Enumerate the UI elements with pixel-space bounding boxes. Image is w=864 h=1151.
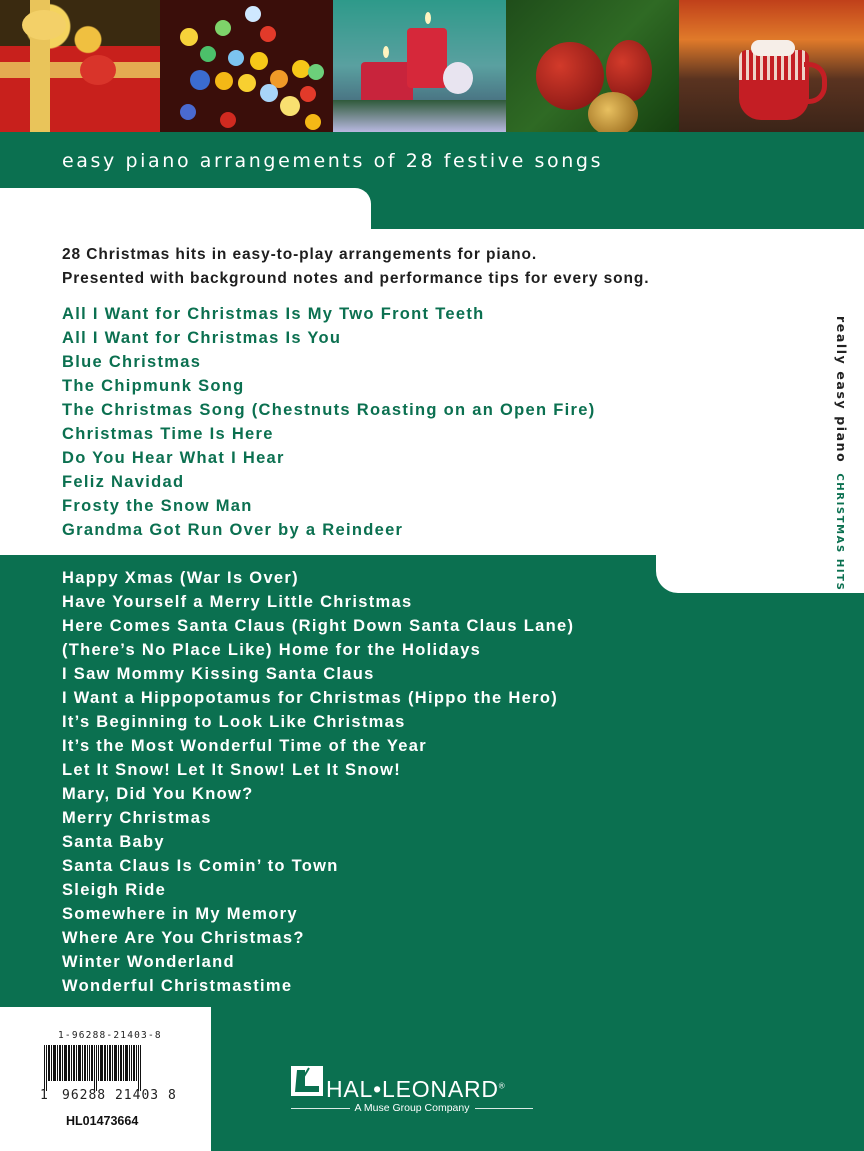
book-title: CHRISTMAS HITS [834,473,845,592]
bokeh-dot [228,50,244,66]
song-title: Christmas Time Is Here [62,425,274,443]
registered-mark: ® [498,1081,506,1091]
content-panel-top [0,188,371,229]
photo-bokeh-lights [160,0,333,132]
song-title: Here Comes Santa Claus (Right Down Santa Claus Lane) [62,617,575,635]
song-title: Do You Hear What I Hear [62,449,285,467]
song-title: All I Want for Christmas Is You [62,329,342,347]
candle-back [407,28,447,88]
bokeh-dot [200,46,216,62]
bokeh-dot [300,86,316,102]
pine-cone [443,62,473,94]
bokeh-dot [245,6,261,22]
song-title: Sleigh Ride [62,881,167,899]
song-title: Where Are You Christmas? [62,929,305,947]
song-title: Frosty the Snow Man [62,497,253,515]
intro-line-2: Presented with background notes and performance tips for every song. [62,270,650,287]
divider-line [475,1108,534,1109]
photo-strip [0,0,864,132]
photo-mug-fireplace [679,0,864,132]
photo-gift [0,0,160,132]
song-title: It’s Beginning to Look Like Christmas [62,713,406,731]
bokeh-dot [238,74,256,92]
red-mug [739,50,809,120]
hal-leonard-logo-icon [291,1066,323,1096]
bokeh-dot [215,72,233,90]
bokeh-dot [280,96,300,116]
barcode-digits: 96288 21403 [62,1088,160,1103]
publisher-subtitle-text: A Muse Group Company [354,1102,470,1114]
bokeh-dot [308,64,324,80]
song-title: All I Want for Christmas Is My Two Front Teeth [62,305,485,323]
song-title: The Chipmunk Song [62,377,245,395]
barcode-bars [44,1045,166,1091]
tagline: easy piano arrangements of 28 festive songs [62,150,604,172]
song-list-b [62,566,574,998]
song-title: Merry Christmas [62,809,212,827]
song-title: Santa Claus Is Comin’ to Town [62,857,339,875]
song-title: Let It Snow! Let It Snow! Let It Snow! [62,761,402,779]
bokeh-dot [305,114,321,130]
spine-label [833,316,852,591]
song-title: Grandma Got Run Over by a Reindeer [62,521,404,539]
song-title: Somewhere in My Memory [62,905,298,923]
publisher-name [326,1076,506,1103]
isbn-number: 1-96288-21403-8 [58,1030,162,1041]
song-title: Wonderful Christmastime [62,977,293,995]
song-title: Have Yourself a Merry Little Christmas [62,593,413,611]
bokeh-dot [190,70,210,90]
intro-line-1: 28 Christmas hits in easy-to-play arrangements for piano. [62,246,538,263]
series-name: really easy piano [834,316,849,464]
ornament-gold [588,92,638,132]
pine-greenery [333,100,506,132]
divider-line [291,1108,350,1109]
song-title: Winter Wonderland [62,953,235,971]
song-title: Blue Christmas [62,353,202,371]
song-title: Happy Xmas (War Is Over) [62,569,299,587]
song-list-a [62,302,596,542]
candle-flame [383,46,389,58]
mug-handle [804,62,827,104]
song-title: It’s the Most Wonderful Time of the Year [62,737,427,755]
song-title: Santa Baby [62,833,165,851]
intro-text [62,243,649,291]
bokeh-dot [180,104,196,120]
barcode-digit-right: 8 [168,1088,176,1103]
bokeh-dot [220,112,236,128]
bokeh-dot [260,84,278,102]
gift-bow-loop [22,10,66,40]
song-title: Feliz Navidad [62,473,185,491]
product-code: HL01473664 [66,1114,139,1128]
publisher-name-text: HAL•LEONARD [326,1076,499,1102]
gift-bow-knot [80,55,116,85]
song-title: I Want a Hippopotamus for Christmas (Hippo the Hero) [62,689,558,707]
barcode-digit-left: 1 [40,1088,48,1103]
bokeh-dot [250,52,268,70]
publisher-subtitle [291,1102,533,1114]
bokeh-dot [215,20,231,36]
bokeh-dot [180,28,198,46]
song-title: I Saw Mommy Kissing Santa Claus [62,665,375,683]
song-title: The Christmas Song (Chestnuts Roasting on an Open Fire) [62,401,596,419]
candle-flame [425,12,431,24]
song-title: Mary, Did You Know? [62,785,254,803]
photo-ornament [506,0,679,132]
bokeh-dot [260,26,276,42]
photo-candles [333,0,506,132]
song-title: (There’s No Place Like) Home for the Holidays [62,641,482,659]
marshmallows [751,40,795,56]
